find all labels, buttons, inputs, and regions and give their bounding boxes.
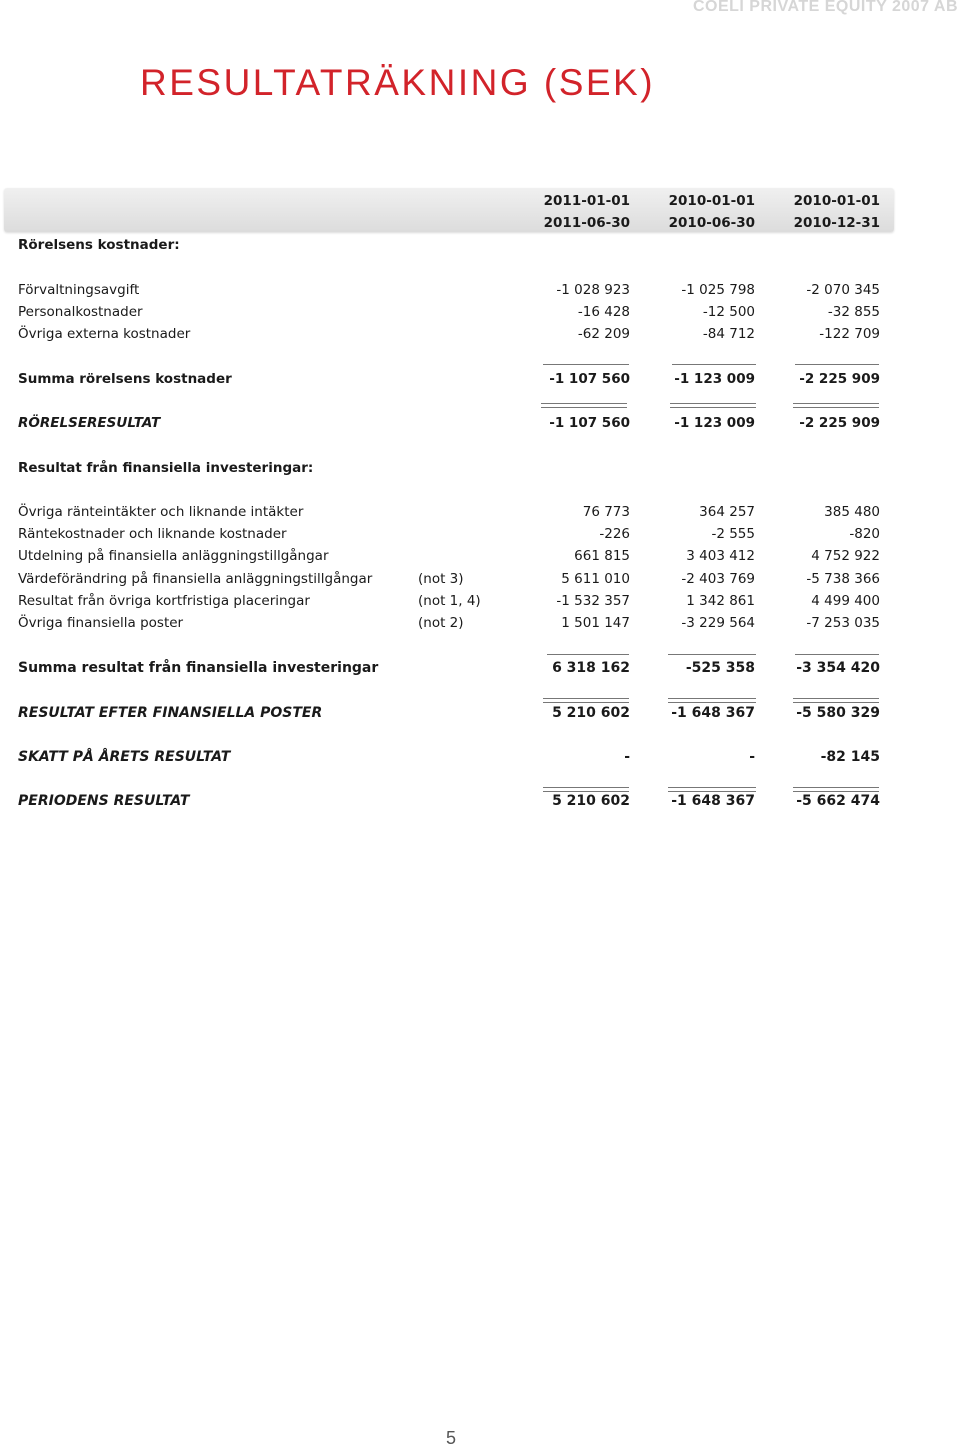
double-rule (668, 698, 756, 703)
tax-label: SKATT PÅ ÅRETS RESULTAT (18, 749, 231, 765)
row-value: 661 815 (574, 548, 630, 564)
total-value: -2 225 909 (799, 371, 880, 387)
row-value: 1 501 147 (561, 615, 630, 631)
col3-from: 2010-01-01 (793, 193, 880, 209)
total-value: -525 358 (685, 660, 755, 676)
section1-heading: Rörelsens kostnader: (18, 237, 180, 253)
double-rule (793, 787, 879, 792)
row-value: -1 532 357 (556, 593, 630, 609)
double-rule (543, 787, 629, 792)
row-value: 4 752 922 (811, 548, 880, 564)
result-after-financial-value: -1 648 367 (671, 705, 755, 721)
subtotal-rule (547, 654, 629, 655)
row-note: (not 3) (418, 571, 464, 587)
total-value: -3 354 420 (796, 660, 880, 676)
row-value: -3 229 564 (681, 615, 755, 631)
double-rule (543, 698, 629, 703)
tax-value: - (624, 749, 630, 765)
col3-to: 2010-12-31 (793, 215, 880, 231)
subtotal-rule (668, 654, 756, 655)
row-value: -820 (849, 526, 880, 542)
result-after-financial-value: 5 210 602 (552, 705, 630, 721)
row-value: 385 480 (824, 504, 880, 520)
row-value: -32 855 (827, 304, 880, 320)
page-number: 5 (446, 1428, 457, 1448)
subtotal-rule (795, 654, 879, 655)
period-result-value: 5 210 602 (552, 793, 630, 809)
row-value: 76 773 (582, 504, 630, 520)
column-header-band (4, 188, 894, 232)
row-value: 5 611 010 (561, 571, 630, 587)
row-value: -122 709 (819, 326, 880, 342)
period-result-value: -1 648 367 (671, 793, 755, 809)
company-name: COELI PRIVATE EQUITY 2007 AB (692, 0, 958, 15)
operating-result-value: -1 123 009 (674, 415, 755, 431)
row-value: -2 403 769 (681, 571, 755, 587)
row-note: (not 1, 4) (418, 593, 481, 609)
double-rule (793, 698, 879, 703)
total-label: Summa rörelsens kostnader (18, 371, 232, 387)
row-value: -1 028 923 (556, 282, 630, 298)
row-note: (not 2) (418, 615, 464, 631)
row-value: -226 (599, 526, 630, 542)
section2-heading: Resultat från finansiella investeringar: (18, 460, 314, 476)
operating-result-label: RÖRELSERESULTAT (18, 415, 161, 431)
row-value: -12 500 (702, 304, 755, 320)
total-value: -1 123 009 (674, 371, 755, 387)
row-label: Övriga ränteintäkter och liknande intäkter (18, 504, 304, 520)
row-label: Övriga externa kostnader (18, 326, 191, 342)
row-value: -5 738 366 (806, 571, 880, 587)
total-value: 6 318 162 (552, 660, 630, 676)
operating-result-value: -2 225 909 (799, 415, 880, 431)
double-rule (541, 403, 627, 408)
tax-value: - (749, 749, 755, 765)
row-value: -84 712 (702, 326, 755, 342)
double-rule (670, 403, 756, 408)
result-after-financial-label: RESULTAT EFTER FINANSIELLA POSTER (18, 705, 323, 721)
result-after-financial-value: -5 580 329 (796, 705, 880, 721)
subtotal-rule (543, 364, 629, 365)
double-rule (793, 403, 879, 408)
period-result-value: -5 662 474 (796, 793, 880, 809)
col2-to: 2010-06-30 (668, 215, 755, 231)
row-value: -1 025 798 (681, 282, 755, 298)
col1-from: 2011-01-01 (543, 193, 630, 209)
col2-from: 2010-01-01 (668, 193, 755, 209)
row-label: Utdelning på finansiella anläggningstillgångar (18, 548, 329, 564)
subtotal-rule (795, 364, 879, 365)
row-value: -2 070 345 (806, 282, 880, 298)
row-value: 1 342 861 (686, 593, 755, 609)
row-value: -2 555 (711, 526, 755, 542)
row-value: -16 428 (577, 304, 630, 320)
row-value: -62 209 (577, 326, 630, 342)
row-label: Räntekostnader och liknande kostnader (18, 526, 287, 542)
row-label: Resultat från övriga kortfristiga placeringar (18, 593, 310, 609)
row-label: Förvaltningsavgift (18, 282, 140, 298)
row-value: 3 403 412 (686, 548, 755, 564)
row-value: 364 257 (699, 504, 755, 520)
col1-to: 2011-06-30 (543, 215, 630, 231)
period-result-label: PERIODENS RESULTAT (18, 793, 190, 809)
row-label: Övriga finansiella poster (18, 615, 184, 631)
total-value: -1 107 560 (549, 371, 630, 387)
tax-value: -82 145 (820, 749, 880, 765)
subtotal-rule (672, 364, 756, 365)
row-value: -7 253 035 (806, 615, 880, 631)
page-title: RESULTATRÄKNING (SEK) (140, 62, 656, 103)
row-label: Personalkostnader (18, 304, 143, 320)
row-value: 4 499 400 (811, 593, 880, 609)
row-label: Värdeförändring på finansiella anläggningstillgångar (18, 571, 373, 587)
total-label: Summa resultat från finansiella investeringar (18, 660, 379, 676)
double-rule (668, 787, 756, 792)
operating-result-value: -1 107 560 (549, 415, 630, 431)
